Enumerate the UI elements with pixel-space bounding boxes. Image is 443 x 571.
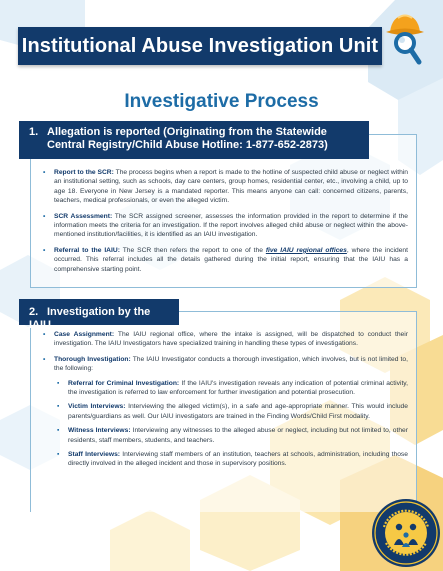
bullet-icon: •	[43, 169, 46, 176]
regional-offices-link[interactable]: five IAIU regional offices	[265, 246, 347, 254]
section-2-list	[41, 330, 408, 475]
section-2-header	[19, 299, 179, 331]
item-term: Referral to the IAIU:	[54, 246, 120, 254]
item-term: Thorough Investigation:	[54, 355, 131, 363]
item-text: The SCR then refers the report to one of the	[119, 246, 266, 254]
section-2-number: 2.	[29, 306, 39, 318]
bullet-icon: •	[43, 331, 46, 338]
section-1-card	[29, 126, 417, 288]
square-bullet-icon: ▪	[57, 451, 60, 459]
item-text: The process begins when a report is made to the hotline of suspected child abuse or neglect within an institutional setting, such as schools, day care centers, group homes, residential center, etc., involving a child, up to age 18. Everyone in New Jersey is a mandated reporter. This means anyone can call: concerned citizens, parents, teachers, medical professionals, or even the alleged victim.	[54, 169, 409, 205]
section-2-card	[29, 306, 417, 512]
investigation-sublist	[54, 379, 408, 469]
section-1-title: Allegation is reported (Originating from the Statewide Central Registry/Child Abuse Hotline: 1-877-652-2873)	[47, 126, 328, 151]
item-text: The IAIU Investigator conducts a thorough investigation, which involves, but is not limited to, the following:	[54, 355, 408, 373]
list-item	[41, 355, 408, 469]
sub-list-item	[54, 450, 408, 469]
sub-item-term: Staff Interviews:	[68, 451, 121, 459]
detective-hat-magnifier-icon	[384, 10, 426, 72]
square-bullet-icon: ▪	[57, 379, 60, 387]
section-1-header	[19, 121, 369, 159]
list-item	[41, 168, 408, 206]
square-bullet-icon: ▪	[57, 403, 60, 411]
item-text: The SCR assigned screener, assesses the information provided in the report to determine if the information meets the criteria for an investigation. If the report involves alleged child abuse or neglect within the above-mentioned institution/facilities, it is identified as an IAIU investigation.	[54, 212, 408, 239]
sub-list-item	[54, 426, 408, 445]
item-text: , where the incident occurred. This referral includes all the details gathered during the initial report, ensuring that the IAIU has a comprehensive starting point.	[54, 246, 408, 273]
section-1-number: 1.	[29, 126, 39, 138]
section-subtitle: Investigative Process	[124, 91, 319, 112]
item-term: Case Assignment:	[54, 331, 115, 338]
bullet-icon: •	[43, 212, 46, 220]
bg-hexagon-yellow	[110, 510, 190, 571]
sub-item-text: Interviewing staff members of an institution, teachers at schools, administration, including those directly involved in the alleged incident and those in supervisory positions.	[68, 451, 408, 468]
sub-list-item	[54, 402, 408, 421]
sub-item-text: Interviewing the alleged victim(s), in a safe and age-appropriate manner. This would include parents/guardians as well. Our IAIU investigators are trained in the Finding Words/Child First modality.	[68, 403, 408, 420]
sub-item-text: If the IAIU's investigation reveals any indication of potential criminal activity, the investigation is referred to law enforcement for further investigation and potential prosecution.	[68, 379, 409, 397]
list-item	[41, 246, 408, 274]
section-1-list	[41, 168, 408, 280]
sub-item-term: Victim Interviews:	[68, 403, 126, 411]
sub-item-text: Interviewing any witnesses to the alleged abuse or neglect, including but not limited to, other residents, staff members, students, and teachers.	[68, 427, 408, 444]
page-title: Institutional Abuse Investigation Unit	[21, 34, 379, 57]
list-item	[41, 212, 408, 240]
bullet-icon: •	[43, 355, 46, 363]
bullet-icon: •	[43, 246, 46, 254]
sub-item-term: Referral for Criminal Investigation:	[68, 379, 180, 387]
sub-list-item	[54, 379, 408, 398]
square-bullet-icon: ▪	[57, 427, 60, 435]
list-item	[41, 330, 408, 349]
title-banner	[18, 27, 382, 65]
section-2-title: Investigation by the IAIU	[29, 306, 151, 331]
sub-item-term: Witness Interviews:	[68, 427, 131, 435]
department-seal-logo	[370, 497, 442, 569]
item-term: SCR Assessment:	[54, 212, 113, 220]
item-term: Report to the SCR:	[54, 169, 114, 176]
item-text: The IAIU regional office, where the intake is assigned, will be dispatched to conduct their investigation. The IAIU Investigators have specialized training in handling these types of investigations.	[54, 331, 408, 348]
